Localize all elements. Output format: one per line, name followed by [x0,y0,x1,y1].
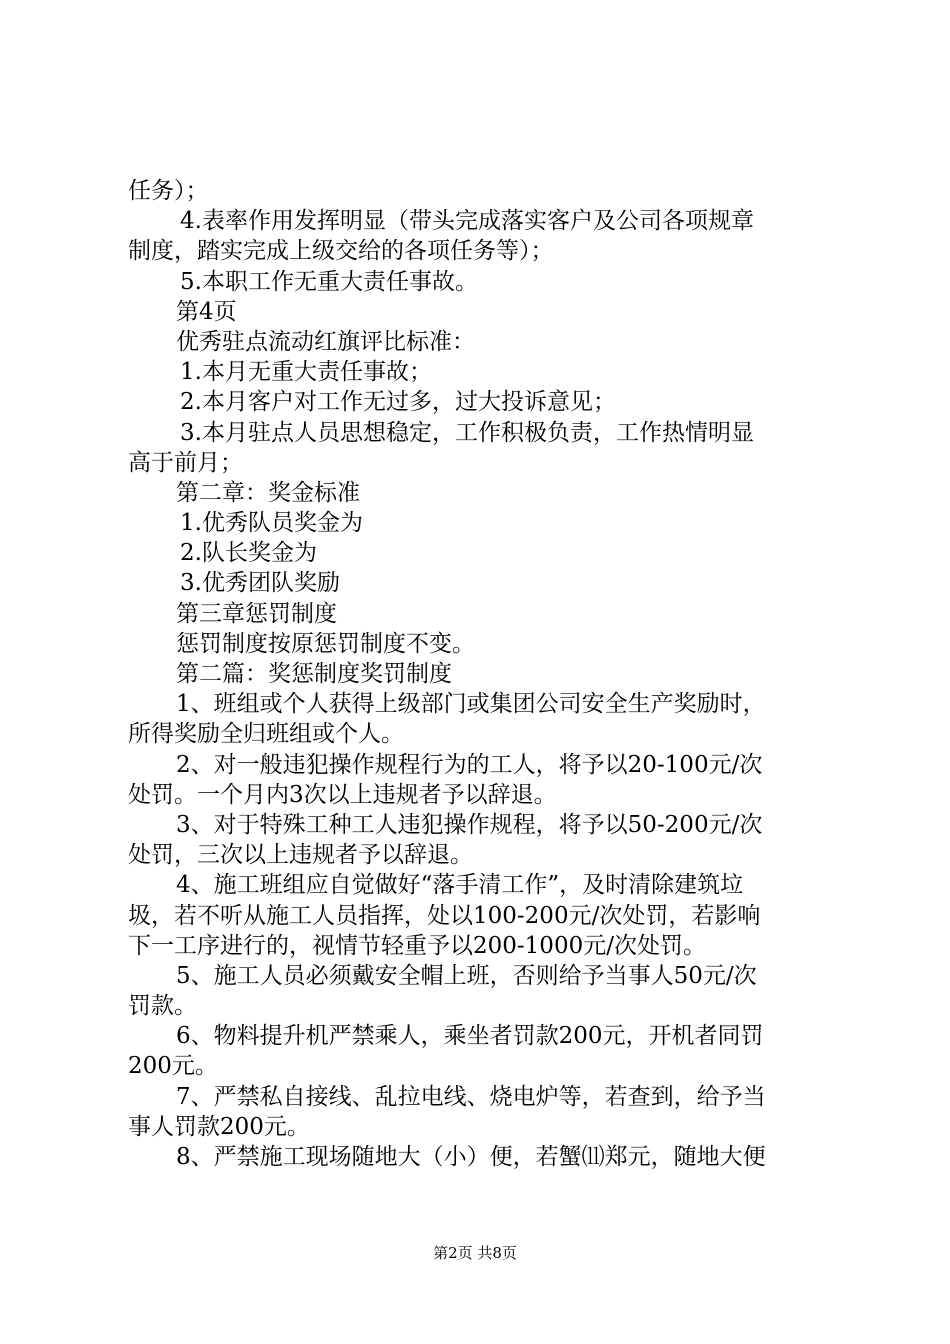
text-line: 2.本月客户对工作无过多，过大投诉意见； [180,389,616,416]
text-line: 处罚。一个月内3次以上违规者予以辞退。 [128,781,557,808]
text-line: 优秀驻点流动红旗评比标准： [176,328,475,355]
document-body [128,176,832,1172]
text-line: 2、对一般违犯操作规程行为的工人，将予以20-100元/次 [176,751,763,778]
text-line: 罚款。 [128,993,197,1020]
text-line: 1.优秀队员奖金为 [180,510,363,537]
text-line: 6、物料提升机严禁乘人，乘坐者罚款200元，开机者同罚 [176,1023,764,1050]
text-line: 惩罚制度按原惩罚制度不变。 [176,630,475,657]
text-line: 处罚，三次以上违规者予以辞退。 [128,842,473,869]
text-line: 3、对于特殊工种工人违犯操作规程，将予以50-200元/次 [176,811,763,838]
text-line: 1.本月无重大责任事故； [180,359,432,386]
text-line: 第二篇：奖惩制度奖罚制度 [176,661,452,687]
text-line: 4、施工班组应自觉做好“落手清工作”，及时清除建筑垃 [176,872,744,899]
text-line: 7、严禁私自接线、乱拉电线、烧电炉等，若查到，给予当 [176,1083,766,1110]
text-line: 3.优秀团队奖励 [180,570,340,597]
text-line: 所得奖励全归班组或个人。 [128,721,404,748]
text-line: 高于前月； [128,449,243,476]
text-line: 第二章：奖金标准 [176,479,360,506]
text-line: 任务）； [128,178,209,204]
text-line: 事人罚款200元。 [128,1113,310,1140]
text-line: 1、班组或个人获得上级部门或集团公司安全生产奖励时， [176,691,766,718]
text-line: 8、严禁施工现场随地大（小）便，若蟹⑾郑元，随地大便 [176,1144,766,1170]
text-line: 第三章惩罚制度 [176,600,337,627]
text-line: 4.表率作用发挥明显（带头完成落实客户及公司各项规章 [180,208,754,235]
text-line: 2.队长奖金为 [180,540,317,567]
text-line: 圾，若不听从施工人员指挥，处以100-200元/次处罚，若影响 [128,902,761,929]
page-footer: 第2页 共8页 [433,1244,517,1262]
text-line: 第4页 [176,298,237,325]
text-line: 下一工序进行的，视情节轻重予以200-1000元/次处罚。 [128,932,706,959]
text-line: 3.本月驻点人员思想稳定，工作积极负责，工作热情明显 [180,419,754,446]
text-line: 5.本职工作无重大责任事故。 [180,268,478,295]
text-line: 200元。 [128,1053,218,1080]
text-line: 5、施工人员必须戴安全帽上班，否则给予当事人50元/次 [176,962,757,989]
text-line: 制度，踏实完成上级交给的各项任务等）； [128,238,554,265]
